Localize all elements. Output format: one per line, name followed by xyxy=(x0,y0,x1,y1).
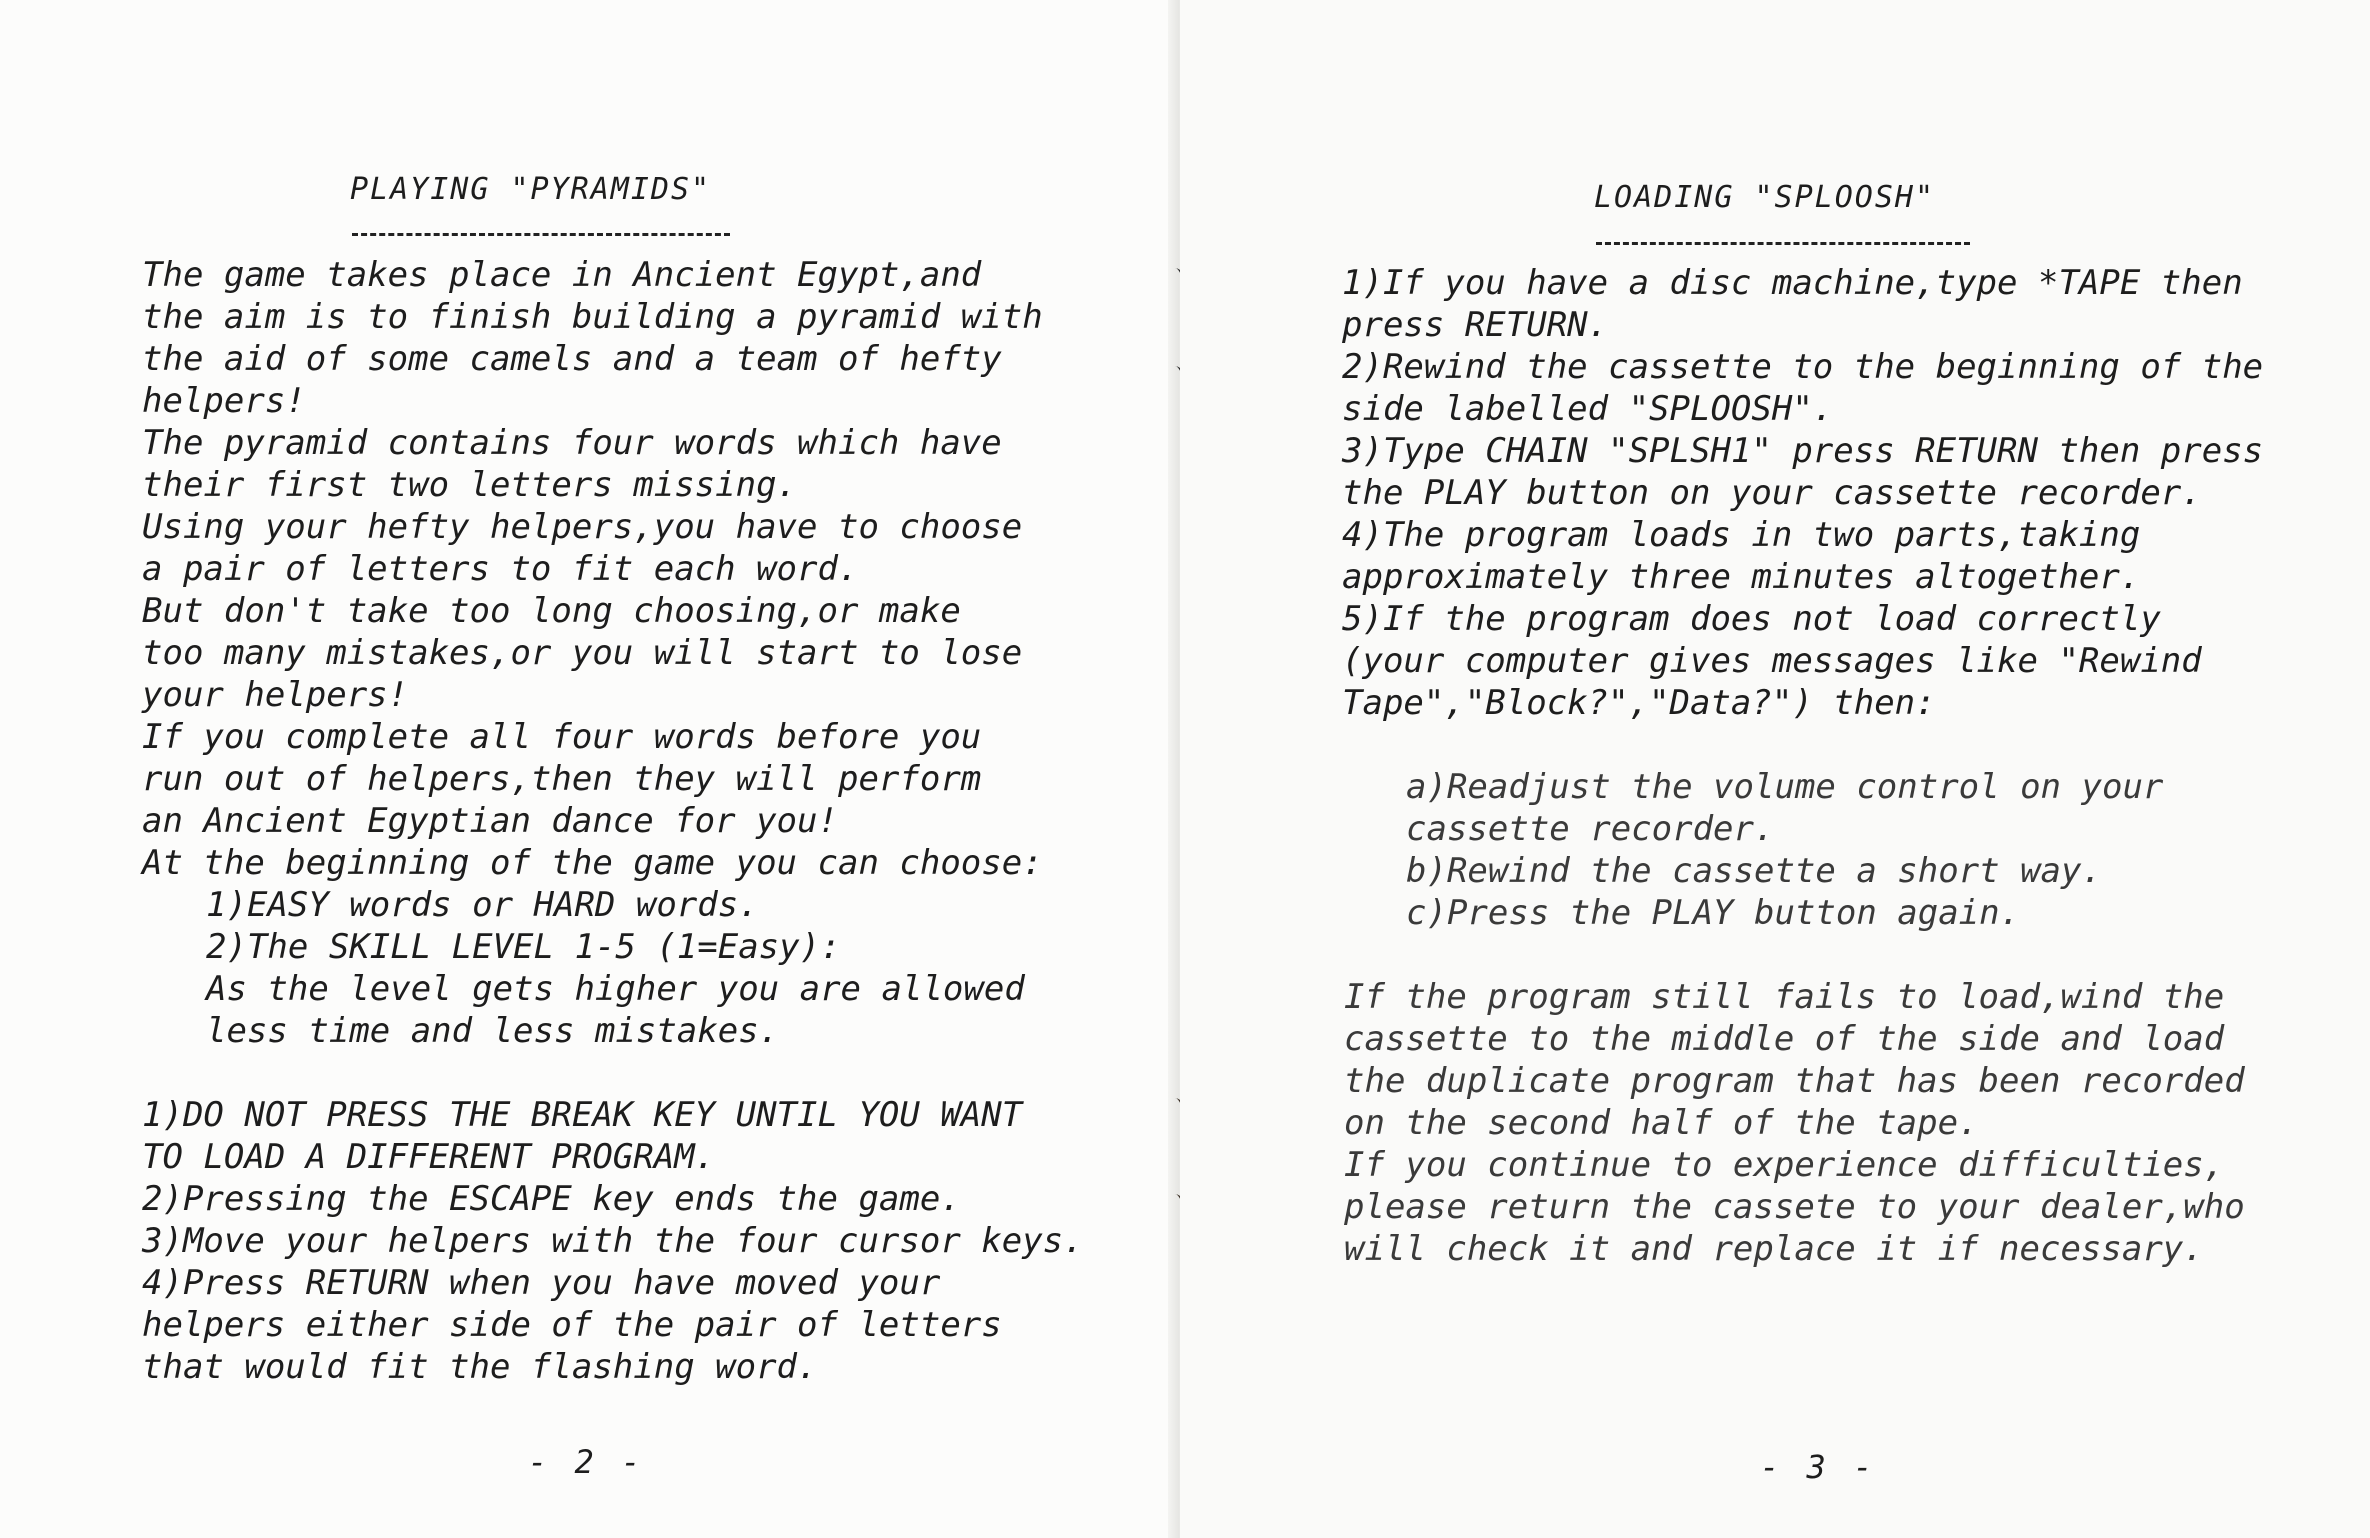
step-line: Tape","Block?","Data?") then: xyxy=(1342,683,1936,723)
closing-line: the duplicate program that has been recorded xyxy=(1344,1061,2245,1101)
step-line: 2)Rewind the cassette to the beginning of the xyxy=(1342,347,2264,387)
choice-line: less time and less mistakes. xyxy=(206,1011,780,1051)
choice-line: 1)EASY words or HARD words. xyxy=(206,885,759,925)
right-page-heading: LOADING "SPLOOSH" xyxy=(1594,180,1936,215)
step-line: press RETURN. xyxy=(1342,305,1609,345)
step-line: (your computer gives messages like "Rewind xyxy=(1342,641,2202,681)
left-page-body xyxy=(142,254,1084,1388)
intro-line: their first two letters missing. xyxy=(142,465,798,505)
right-substeps xyxy=(1406,766,2163,934)
closing-line: on the second half of the tape. xyxy=(1344,1103,1979,1143)
intro-line: The pyramid contains four words which have xyxy=(142,423,1002,463)
intro-line: your helpers! xyxy=(142,675,409,715)
intro-line: But don't take too long choosing,or make xyxy=(142,591,961,631)
substep-line: cassette recorder. xyxy=(1406,809,1775,849)
intro-line: The game takes place in Ancient Egypt,and xyxy=(142,255,982,295)
step-line: 5)If the program does not load correctly xyxy=(1342,599,2161,639)
intro-line: a pair of letters to fit each word. xyxy=(142,549,859,589)
step-line: 3)Type CHAIN "SPLSH1" press RETURN then press xyxy=(1342,431,2264,471)
intro-line: too many mistakes,or you will start to lose xyxy=(142,633,1023,673)
left-heading-underline xyxy=(352,233,730,236)
intro-line: an Ancient Egyptian dance for you! xyxy=(142,801,838,841)
note-line: 4)Press RETURN when you have moved your xyxy=(142,1263,941,1303)
intro-line: If you complete all four words before you xyxy=(142,717,982,757)
step-line: side labelled "SPLOOSH". xyxy=(1342,389,1834,429)
right-page xyxy=(1180,0,2370,1538)
choice-line: As the level gets higher you are allowed xyxy=(206,969,1025,1009)
right-steps xyxy=(1342,262,2263,724)
intro-line: helpers! xyxy=(142,381,306,421)
closing-line: cassette to the middle of the side and load xyxy=(1344,1019,2225,1059)
closing-line: If the program still fails to load,wind the xyxy=(1344,977,2225,1017)
closing-line: will check it and replace it if necessary. xyxy=(1344,1229,2204,1269)
step-line: 4)The program loads in two parts,taking xyxy=(1342,515,2141,555)
note-line: that would fit the flashing word. xyxy=(142,1347,818,1387)
intro-line: run out of helpers,then they will perform xyxy=(142,759,982,799)
note-line: helpers either side of the pair of letters xyxy=(142,1305,1002,1345)
intro-line: At the beginning of the game you can choose: xyxy=(142,843,1043,883)
left-page-number: - 2 - xyxy=(528,1443,645,1481)
step-line: approximately three minutes altogether. xyxy=(1342,557,2141,597)
left-page-heading: PLAYING "PYRAMIDS" xyxy=(350,172,712,207)
note-line: TO LOAD A DIFFERENT PROGRAM. xyxy=(142,1137,716,1177)
right-page-number: - 3 - xyxy=(1760,1448,1877,1486)
intro-line: Using your hefty helpers,you have to choose xyxy=(142,507,1023,547)
substep-line: b)Rewind the cassette a short way. xyxy=(1406,851,2102,891)
intro-line: the aim is to finish building a pyramid with xyxy=(142,297,1043,337)
note-line: 2)Pressing the ESCAPE key ends the game. xyxy=(142,1179,961,1219)
note-line: 3)Move your helpers with the four cursor keys. xyxy=(142,1221,1084,1261)
note-line: 1)DO NOT PRESS THE BREAK KEY UNTIL YOU WANT xyxy=(142,1095,1023,1135)
paragraph-gap xyxy=(142,1052,1084,1094)
left-page xyxy=(0,0,1180,1538)
step-line: 1)If you have a disc machine,type *TAPE then xyxy=(1342,263,2243,303)
step-line: the PLAY button on your cassette recorder. xyxy=(1342,473,2202,513)
closing-line: If you continue to experience difficulties, xyxy=(1344,1145,2225,1185)
closing-line: please return the cassete to your dealer,who xyxy=(1344,1187,2245,1227)
right-closing xyxy=(1344,976,2245,1270)
substep-line: c)Press the PLAY button again. xyxy=(1406,893,2021,933)
intro-line: the aid of some camels and a team of hefty xyxy=(142,339,1002,379)
right-heading-underline xyxy=(1596,242,1970,245)
substep-line: a)Readjust the volume control on your xyxy=(1406,767,2164,807)
choice-line: 2)The SKILL LEVEL 1-5 (1=Easy): xyxy=(206,927,841,967)
